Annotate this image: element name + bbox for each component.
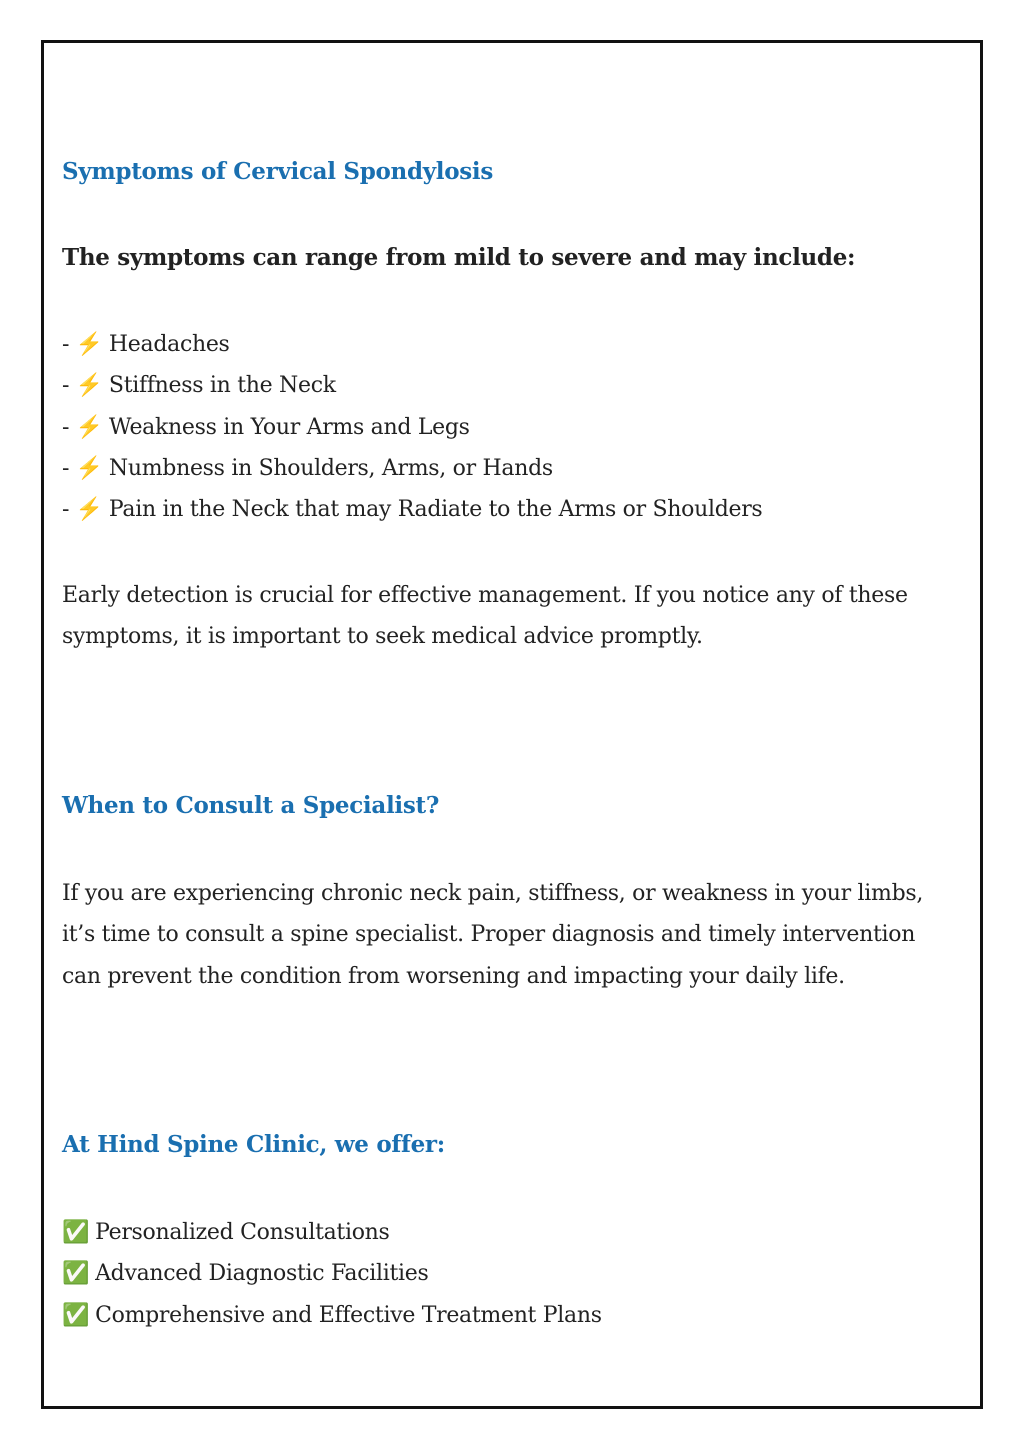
lightning-bolt-icon: - ⚡ bbox=[62, 414, 103, 440]
paragraph-line: it’s time to consult a spine specialist. Proper diagnosis and timely intervention bbox=[62, 922, 916, 948]
list-item-text: Headaches bbox=[108, 332, 230, 357]
symptoms-heading: Symptoms of Cervical Spondylosis bbox=[62, 158, 494, 185]
paragraph-line: Early detection is crucial for effective management. If you notice any of these bbox=[62, 583, 908, 608]
list-item-text: Numbness in Shoulders, Arms, or Hands bbox=[108, 455, 553, 481]
list-item bbox=[62, 1295, 602, 1336]
list-item bbox=[62, 365, 762, 406]
list-item-text: Pain in the Neck that may Radiate to the Arms or Shoulders bbox=[108, 497, 763, 523]
clinic-heading: At Hind Spine Clinic, we offer: bbox=[62, 1131, 445, 1158]
lightning-bolt-icon: - ⚡ bbox=[62, 332, 103, 357]
check-mark-icon: ✅ bbox=[62, 1261, 90, 1287]
list-item-text: Weakness in Your Arms and Legs bbox=[108, 414, 470, 440]
paragraph-line: can prevent the condition from worsening and impacting your daily life. bbox=[62, 963, 845, 989]
symptoms-list bbox=[62, 324, 762, 530]
consult-heading: When to Consult a Specialist? bbox=[62, 792, 439, 819]
list-item-text: Advanced Diagnostic Facilities bbox=[95, 1261, 429, 1287]
symptoms-intro: The symptoms can range from mild to severe and may include: bbox=[62, 244, 856, 271]
list-item-text: Stiffness in the Neck bbox=[108, 373, 336, 399]
check-mark-icon: ✅ bbox=[62, 1302, 90, 1328]
list-item bbox=[62, 324, 762, 365]
list-item-text: Comprehensive and Effective Treatment Plans bbox=[95, 1302, 602, 1328]
lightning-bolt-icon: - ⚡ bbox=[62, 373, 103, 399]
lightning-bolt-icon: - ⚡ bbox=[62, 497, 103, 523]
paragraph-line: symptoms, it is important to seek medical advice promptly. bbox=[62, 624, 703, 650]
paragraph-line: If you are experiencing chronic neck pain, stiffness, or weakness in your limbs, bbox=[62, 881, 924, 906]
clinic-offer-list bbox=[62, 1212, 602, 1336]
consult-paragraph bbox=[62, 873, 962, 997]
lightning-bolt-icon: - ⚡ bbox=[62, 455, 103, 481]
list-item bbox=[62, 489, 762, 530]
symptoms-closing-paragraph bbox=[62, 575, 962, 658]
list-item bbox=[62, 1212, 602, 1253]
list-item bbox=[62, 1253, 602, 1294]
list-item bbox=[62, 448, 762, 489]
list-item bbox=[62, 407, 762, 448]
check-mark-icon: ✅ bbox=[62, 1220, 90, 1245]
list-item-text: Personalized Consultations bbox=[95, 1220, 390, 1245]
